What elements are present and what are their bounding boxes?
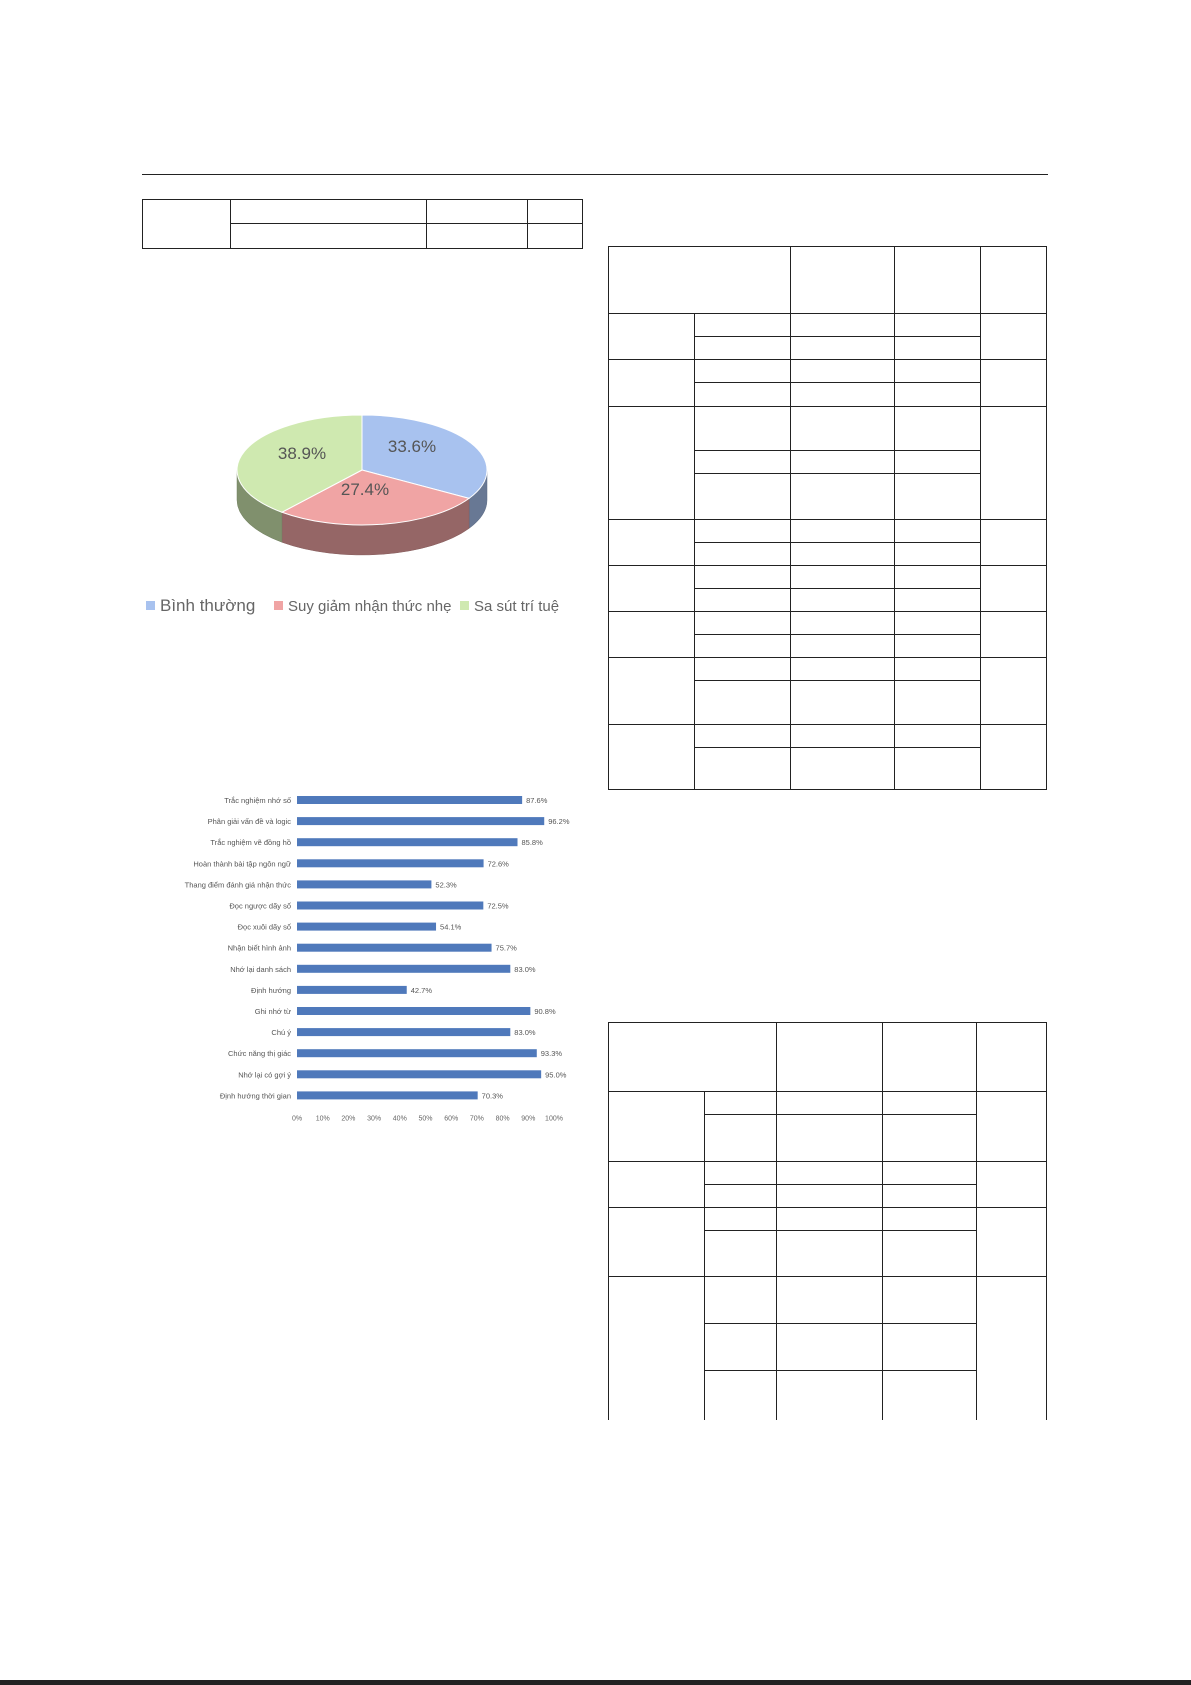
table-cell — [143, 200, 231, 249]
bar — [297, 1070, 541, 1078]
bar — [297, 1028, 510, 1036]
bar-value-label: 70.3% — [481, 1091, 503, 1101]
bar-category-label: Hoàn thành bài tập ngôn ngữ — [193, 859, 291, 869]
table-top-left — [142, 199, 583, 249]
x-tick-label: 20% — [341, 1115, 356, 1123]
bar-value-label: 83.0% — [514, 1028, 536, 1038]
bar — [297, 1091, 478, 1099]
table-right-2 — [608, 1022, 1047, 1420]
pie-data-label: 33.6% — [387, 437, 437, 456]
table-right-1 — [608, 246, 1047, 790]
table-cell — [427, 224, 528, 249]
x-tick-label: 40% — [392, 1115, 407, 1123]
legend-label: Bình thường — [160, 596, 256, 615]
x-tick-label: 0% — [291, 1115, 303, 1123]
table-right-2-clip — [608, 1022, 1048, 1420]
bar — [297, 817, 544, 825]
bar-category-label: Đọc ngược dãy số — [229, 901, 291, 911]
bar-chart — [142, 778, 582, 1123]
bar — [297, 859, 484, 867]
pie-chart — [142, 380, 582, 630]
x-tick-label: 80% — [495, 1115, 510, 1123]
legend-label: Suy giảm nhận thức nhẹ — [288, 598, 452, 615]
bar-value-label: 85.8% — [521, 838, 543, 848]
bar-category-label: Phân giải vấn đề và logic — [207, 817, 291, 827]
bar — [297, 838, 518, 846]
table-cell — [231, 200, 427, 224]
legend-swatch — [274, 601, 283, 610]
legend-swatch — [146, 601, 155, 610]
bar — [297, 965, 510, 973]
bar-category-label: Chức năng thị giác — [228, 1049, 291, 1059]
bar-category-label: Nhớ lại danh sách — [230, 964, 291, 974]
bar-value-label: 75.7% — [495, 943, 517, 953]
bar-category-label: Chú ý — [271, 1028, 291, 1038]
page-bottom-edge — [0, 1680, 1191, 1685]
bar-category-label: Định hướng thời gian — [219, 1091, 291, 1101]
bar — [297, 944, 492, 952]
pie-data-label: 27.4% — [340, 480, 390, 499]
bar-value-label: 96.2% — [548, 817, 570, 827]
bar-category-label: Định hướng — [251, 985, 291, 995]
bar — [297, 796, 522, 804]
bar-value-label: 90.8% — [534, 1007, 556, 1016]
bar-value-label: 54.1% — [440, 922, 462, 932]
table-cell — [231, 224, 427, 249]
header-rule — [142, 174, 1048, 175]
x-tick-label: 50% — [418, 1115, 433, 1123]
x-tick-label: 90% — [521, 1115, 536, 1123]
x-tick-label: 100% — [545, 1115, 563, 1123]
bar — [297, 1049, 537, 1057]
x-tick-label: 60% — [444, 1115, 459, 1123]
bar-value-label: 95.0% — [545, 1070, 567, 1080]
legend-label: Sa sút trí tuệ — [474, 598, 560, 615]
bar-value-label: 93.3% — [540, 1049, 563, 1059]
bar-category-label: Ghi nhớ từ — [254, 1007, 291, 1016]
bar-value-label: 72.6% — [487, 859, 509, 869]
bar — [297, 923, 436, 931]
bar-category-label: Nhớ lại có gợi ý — [238, 1070, 291, 1080]
bar — [297, 986, 407, 994]
bar-value-label: 42.7% — [410, 985, 433, 995]
x-tick-label: 30% — [367, 1115, 382, 1123]
pie-data-label: 38.9% — [277, 444, 327, 463]
bar — [297, 902, 483, 910]
bar-value-label: 72.5% — [487, 901, 509, 911]
x-tick-label: 70% — [469, 1115, 484, 1123]
bar — [297, 1007, 530, 1015]
bar-category-label: Thang điểm đánh giá nhận thức — [184, 880, 291, 890]
bar-category-label: Trắc nghiệm vẽ đồng hồ — [210, 838, 291, 848]
bar-value-label: 52.3% — [435, 880, 457, 890]
table-cell — [528, 200, 583, 224]
table-cell — [427, 200, 528, 224]
bar-category-label: Trắc nghiệm nhớ số — [224, 796, 291, 805]
bar — [297, 880, 431, 888]
bar-category-label: Nhận biết hình ảnh — [227, 943, 291, 953]
bar-category-label: Đọc xuôi dãy số — [237, 922, 291, 932]
bar-value-label: 87.6% — [526, 796, 548, 805]
table-cell — [528, 224, 583, 249]
bar-value-label: 83.0% — [514, 964, 536, 974]
legend-swatch — [460, 601, 469, 610]
x-tick-label: 10% — [315, 1115, 330, 1123]
